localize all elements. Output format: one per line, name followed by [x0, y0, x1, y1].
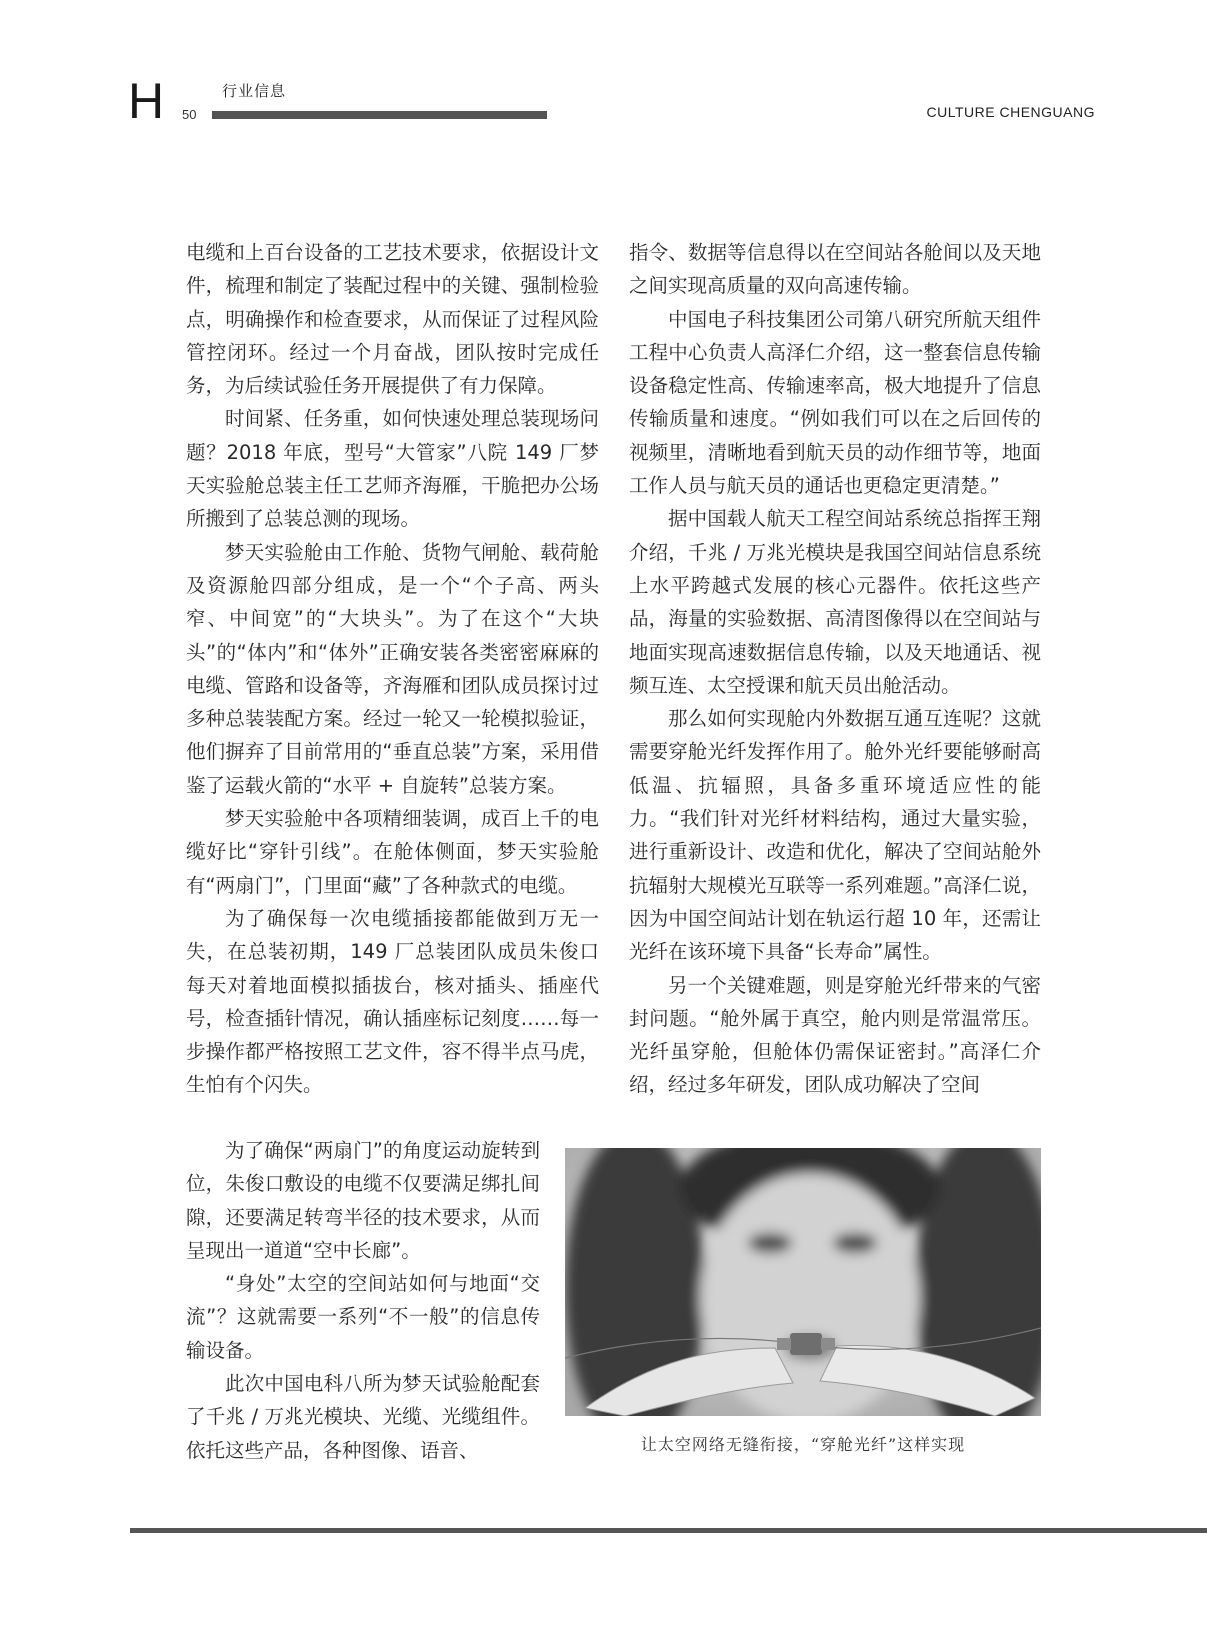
section-letter: H — [128, 73, 165, 129]
paragraph: 指令、数据等信息得以在空间站各舱间以及天地之间实现高质量的双向高速传输。 — [629, 241, 1041, 298]
paragraph: 电缆和上百台设备的工艺技术要求，依据设计文件，梳理和制定了装配过程中的关键、强制检验点，明确操作和检查要求，从而保证了过程风险管控闭环。经过一个月奋战，团队按时完成任务，为后续试验任务开展提供了有力保障。 — [186, 241, 599, 398]
paragraph: 梦天实验舱由工作舱、货物气闸舱、载荷舱及资源舱四部分组成，是一个“个子高、两头窄、中间宽”的“大块头”。为了在这个“大块头”的“体内”和“体外”正确安装各类密密麻麻的电缆、管路和设备等，齐海雁和团队成员探讨过多种总装装配方案。经过一轮又一轮模拟验证，他们摒弃了目前常用的“垂直总装”方案，采用借鉴了运载火箭的“水平 + 自旋转”总装方案。 — [186, 540, 599, 797]
photo-illustration — [565, 1148, 1041, 1416]
paragraph: 另一个关键难题，则是穿舱光纤带来的气密封问题。“舱外属于真空，舱内则是常温常压。光纤虽穿舱，但舱体仍需保证密封。”高泽仁介绍，经过多年研发，团队成功解决了空间 — [629, 973, 1041, 1097]
paragraph: 此次中国电科八所为梦天试验舱配套了千兆 / 万兆光模块、光缆、光缆组件。依托这些产品，各种图像、语音、 — [186, 1372, 540, 1462]
right-column — [629, 236, 1041, 1102]
left-column — [186, 236, 599, 1102]
paragraph: 时间紧、任务重，如何快速处理总装现场问题？2018 年底，型号“大管家”八院 149 厂梦天实验舱总装主任工艺师齐海雁，干脆把办公场所搬到了总装总测的现场。 — [186, 407, 599, 531]
paragraph: 那么如何实现舱内外数据互通互连呢？这就需要穿舱光纤发挥作用了。舱外光纤要能够耐高低温、抗辐照，具备多重环境适应性的能力。“我们针对光纤材料结构，通过大量实验，进行重新设计、改造和优化，解决了空间站舱外抗辐射大规模光互联等一系列难题。”高泽仁说，因为中国空间站计划在轨运行超 10 年，还需让光纤在该环境下具备“长寿命”属性。 — [629, 707, 1041, 964]
paragraph: 为了确保每一次电缆插接都能做到万无一失，在总装初期，149 厂总装团队成员朱俊口每天对着地面模拟插拔台，核对插头、插座代号，检查插针情况，确认插座标记刻度……每一步操作都严格按照工艺文件，容不得半点马虎，生怕有个闪失。 — [186, 906, 599, 1097]
left-column-narrow — [186, 1134, 540, 1467]
section-label: 行业信息 — [222, 82, 287, 100]
footer-rule — [130, 1528, 1207, 1533]
paragraph: “身处”太空的空间站如何与地面“交流”？这就需要一系列“不一般”的信息传输设备。 — [186, 1272, 540, 1362]
photo-caption: 让太空网络无缝衔接，“穿舱光纤”这样实现 — [640, 1435, 966, 1454]
paragraph: 梦天实验舱中各项精细装调，成百上千的电缆好比“穿针引线”。在舱体侧面，梦天实验舱有“两扇门”，门里面“藏”了各种款式的电缆。 — [186, 807, 599, 897]
article-photo — [565, 1148, 1041, 1416]
paragraph: 中国电子科技集团公司第八研究所航天组件工程中心负责人高泽仁介绍，这一整套信息传输设备稳定性高、传输速率高，极大地提升了信息传输质量和速度。“例如我们可以在之后回传的视频里，清晰地看到航天员的动作细节等，地面工作人员与航天员的通话也更稳定更清楚。” — [629, 307, 1041, 498]
header-rule — [212, 111, 547, 119]
paragraph: 为了确保“两扇门”的角度运动旋转到位，朱俊口敷设的电缆不仅要满足绑扎间隙，还要满足转弯半径的技术要求，从而呈现出一道道“空中长廊”。 — [186, 1139, 540, 1262]
page-number: 50 — [182, 107, 197, 122]
magazine-name: CULTURE CHENGUANG — [926, 104, 1095, 120]
paragraph: 据中国载人航天工程空间站系统总指挥王翔介绍，千兆 / 万兆光模块是我国空间站信息系统上水平跨越式发展的核心元器件。依托这些产品，海量的实验数据、高清图像得以在空间站与地面实现高速数据信息传输，以及天地通话、视频互连、太空授课和航天员出舱活动。 — [629, 507, 1041, 697]
